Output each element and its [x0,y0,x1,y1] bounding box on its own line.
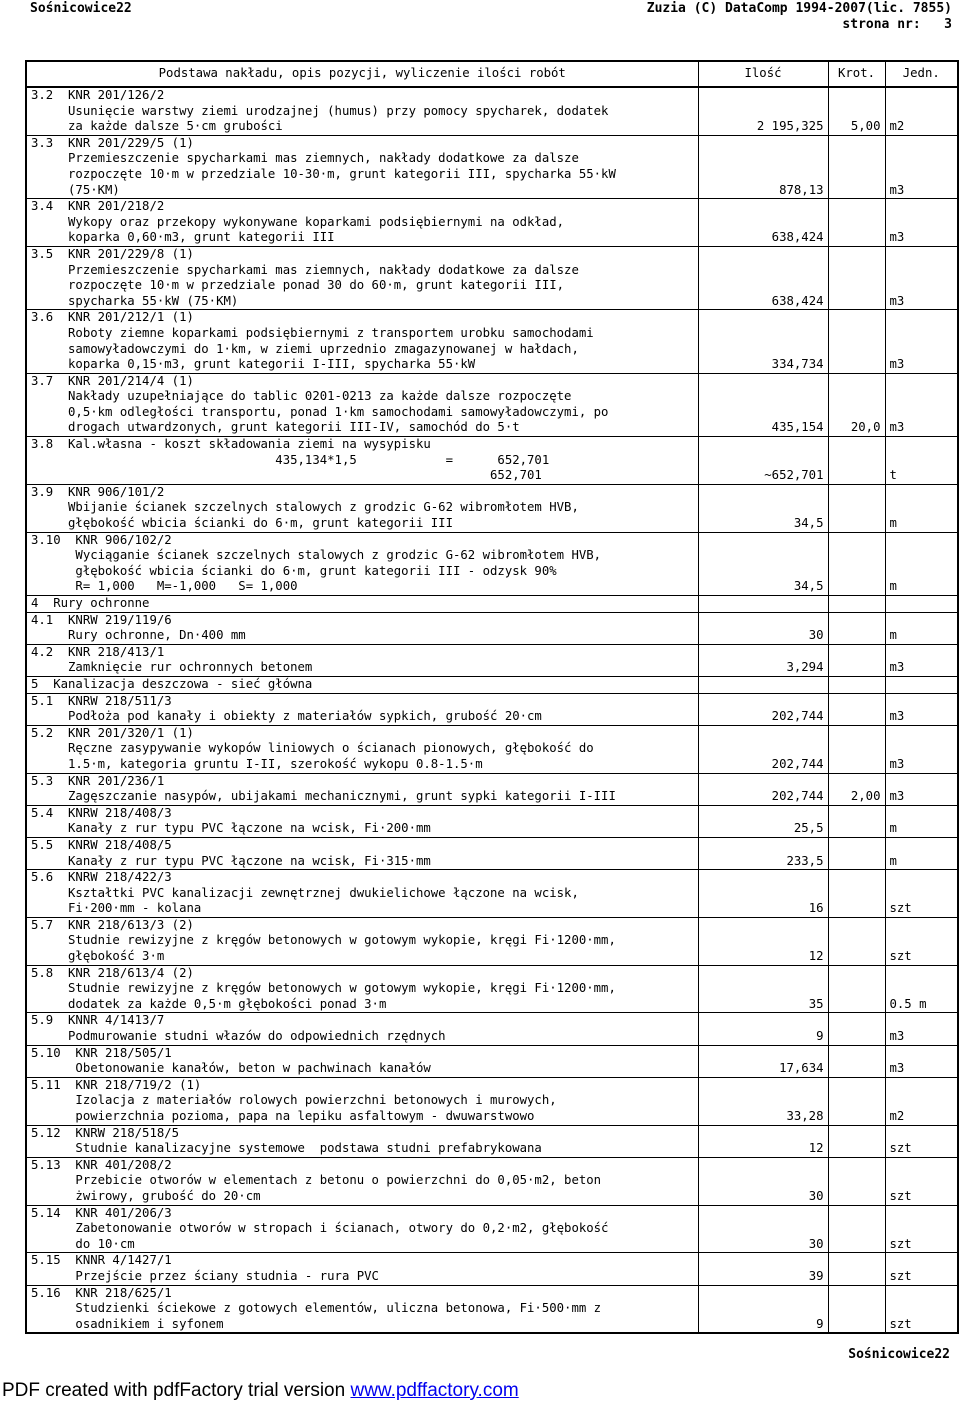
row-quantity [698,596,828,613]
footer-project-name: Sośnicowice22 [848,1347,950,1362]
row-description [26,373,698,436]
row-multiplier [828,199,885,247]
description-line: żwirowy, grubość do 20·cm [31,1188,261,1203]
column-header-quantity: Ilość [698,61,828,87]
table-header-row [26,61,958,87]
row-description [26,1253,698,1285]
row-description [26,135,698,198]
table-row [26,437,958,485]
row-quantity: ~652,701 [698,437,828,485]
row-multiplier [828,870,885,918]
position-code: 3.9 KNR 906/101/2 [31,484,165,499]
row-quantity: 30 [698,1205,828,1253]
row-multiplier [828,837,885,869]
row-unit: m2 [885,87,958,135]
row-description [26,1077,698,1125]
table-row [26,805,958,837]
row-multiplier [828,612,885,644]
row-multiplier [828,1077,885,1125]
description-line: Roboty ziemne koparkami podsiębiernymi z transportem urobku samochodami [31,325,594,340]
row-multiplier [828,917,885,965]
position-code: 4 Rury ochronne [31,596,150,610]
position-code: 3.8 Kal.własna - koszt składowania ziemi na wysypisku [31,437,431,452]
description-line: Kształtki PVC kanalizacji zewnętrznej dwukielichowe łączone na wcisk, [31,885,579,900]
row-description [26,246,698,309]
row-unit: m3 [885,1013,958,1045]
position-code: 4.1 KNRW 219/119/6 [31,612,172,627]
description-line: Nakłady uzupełniające do tablic 0201-0213 za każde dalsze rozpoczęte [31,389,572,404]
table-row [26,773,958,805]
row-quantity: 34,5 [698,484,828,532]
table-row [26,676,958,693]
column-header-unit: Jedn. [885,61,958,87]
row-description [26,612,698,644]
row-unit: m3 [885,246,958,309]
table-row [26,1285,958,1333]
position-code: 3.4 KNR 201/218/2 [31,199,165,214]
row-quantity: 202,744 [698,693,828,725]
position-code: 3.2 KNR 201/126/2 [31,88,165,102]
description-line: koparka 0,15·m3, grunt kategorii I-III, spycharka 55·kW [31,357,476,372]
row-unit: m3 [885,725,958,773]
row-quantity: 12 [698,1125,828,1157]
position-code: 5.9 KNNR 4/1413/7 [31,1013,165,1028]
row-unit: szt [885,1157,958,1205]
row-quantity: 202,744 [698,773,828,805]
description-line: Zamknięcie rur ochronnych betonem [31,660,313,675]
description-line: Przejście przez ściany studnia - rura PVC [31,1268,379,1283]
row-description [26,870,698,918]
position-code: 5.8 KNR 218/613/4 (2) [31,965,194,980]
row-unit: 0.5 m [885,965,958,1013]
row-quantity [698,676,828,693]
position-code: 5.7 KNR 218/613/3 (2) [31,917,194,932]
description-line: R= 1,000 M=-1,000 S= 1,000 [31,579,298,594]
row-description [26,837,698,869]
row-multiplier [828,484,885,532]
row-description [26,437,698,485]
table-row [26,199,958,247]
table-row [26,1125,958,1157]
row-description [26,1013,698,1045]
row-description [26,87,698,135]
description-line: Studzienki ściekowe z gotowych elementów, uliczna betonowa, Fi·500·mm z [31,1301,602,1316]
row-description [26,199,698,247]
position-code: 3.3 KNR 201/229/5 (1) [31,135,194,150]
row-multiplier: 5,00 [828,87,885,135]
row-description [26,532,698,595]
table-row [26,870,958,918]
row-multiplier [828,246,885,309]
table-row [26,644,958,676]
table-row [26,1077,958,1125]
row-quantity: 878,13 [698,135,828,198]
row-unit: m3 [885,310,958,373]
row-description [26,773,698,805]
row-quantity: 39 [698,1253,828,1285]
row-unit [885,596,958,613]
position-code: 3.5 KNR 201/229/8 (1) [31,246,194,261]
row-quantity: 9 [698,1285,828,1333]
position-code: 5.16 KNR 218/625/1 [31,1285,172,1300]
description-line: Studnie rewizyjne z kręgów betonowych w gotowym wykopie, kręgi Fi·1200·mm, [31,981,616,996]
row-description [26,965,698,1013]
row-multiplier [828,310,885,373]
row-description [26,1125,698,1157]
position-code: 3.7 KNR 201/214/4 (1) [31,373,194,388]
position-code: 3.6 KNR 201/212/1 (1) [31,310,194,325]
description-line: (75·KM) [31,182,120,197]
row-multiplier: 20,0 [828,373,885,436]
description-line: dodatek za każde 0,5·m głębokości ponad 3·m [31,996,387,1011]
row-description [26,725,698,773]
row-multiplier [828,135,885,198]
row-multiplier [828,596,885,613]
pdf-watermark-text: PDF created with pdfFactory trial version [2,1380,351,1401]
row-unit: szt [885,1253,958,1285]
row-unit: m3 [885,773,958,805]
row-multiplier [828,1285,885,1333]
column-header-description: Podstawa nakładu, opis pozycji, wyliczenie ilości robót [26,61,698,87]
row-unit: szt [885,1125,958,1157]
description-line: Podłoża pod kanały i obiekty z materiałów sypkich, grubość 20·cm [31,709,542,724]
table-body [26,87,958,1333]
table-row [26,1045,958,1077]
row-description [26,805,698,837]
row-quantity: 435,154 [698,373,828,436]
row-unit: m2 [885,1077,958,1125]
position-code: 5.14 KNR 401/206/3 [31,1205,172,1220]
description-line: Kanały z rur typu PVC łączone na wcisk, Fi·200·mm [31,821,431,836]
row-quantity: 2 195,325 [698,87,828,135]
description-line: głębokość wbicia ścianki do 6·m, grunt kategorii III [31,516,453,531]
row-unit: m [885,837,958,869]
table-row [26,87,958,135]
description-line: Wykopy oraz przekopy wykonywane koparkami podsiębiernymi na odkład, [31,214,565,229]
table-row [26,310,958,373]
description-line: Obetonowanie kanałów, beton w pachwinach kanałów [31,1061,431,1076]
row-description [26,676,698,693]
description-line: drogach utwardzonych, grunt kategorii III-IV, samochód do 5·t [31,420,520,435]
row-quantity: 233,5 [698,837,828,869]
row-quantity: 33,28 [698,1077,828,1125]
description-line: samowyładowczymi do 1·km, w ziemi uprzednio zmagazynowanej w hałdach, [31,341,579,356]
row-multiplier: 2,00 [828,773,885,805]
row-multiplier [828,1013,885,1045]
table-row [26,484,958,532]
table-row [26,965,958,1013]
row-unit [885,676,958,693]
row-multiplier [828,1205,885,1253]
description-line: głębokość wbicia ścianki do 6·m, grunt kategorii III - odzysk 90% [31,563,557,578]
row-unit: m3 [885,373,958,436]
description-line: Fi·200·mm - kolana [31,901,202,916]
description-line: Kanały z rur typu PVC łączone na wcisk, Fi·315·mm [31,853,431,868]
row-quantity: 638,424 [698,246,828,309]
row-multiplier [828,644,885,676]
row-quantity: 30 [698,612,828,644]
row-quantity: 202,744 [698,725,828,773]
position-code: 3.10 KNR 906/102/2 [31,532,172,547]
description-line: spycharka 55·kW (75·KM) [31,293,239,308]
row-unit: szt [885,870,958,918]
position-code: 5.4 KNRW 218/408/3 [31,805,172,820]
row-multiplier [828,1045,885,1077]
description-line: Wyciąganie ścianek szczelnych stalowych z grodzic G-62 wibromłotem HVB, [31,548,602,563]
table-row [26,246,958,309]
table-row [26,1253,958,1285]
row-multiplier [828,676,885,693]
description-line: Ręczne zasypywanie wykopów liniowych o ścianach pionowych, głębokość do [31,741,594,756]
row-multiplier [828,965,885,1013]
row-unit: m3 [885,135,958,198]
description-line: Studnie kanalizacyjne systemowe podstawa studni prefabrykowana [31,1141,542,1156]
row-multiplier [828,1253,885,1285]
table-row [26,532,958,595]
row-unit: m3 [885,199,958,247]
row-multiplier [828,437,885,485]
description-line: Przemieszczenie spycharkami mas ziemnych, nakłady dodatkowe za dalsze [31,262,579,277]
row-description [26,1045,698,1077]
pdffactory-link[interactable]: www.pdffactory.com [350,1380,519,1401]
position-code: 5.5 KNRW 218/408/5 [31,837,172,852]
row-quantity: 30 [698,1157,828,1205]
description-line: Izolacja z materiałów rolowych powierzchni betonowych i murowych, [31,1093,557,1108]
row-multiplier [828,725,885,773]
description-line: Podmurowanie studni włazów do odpowiednich rzędnych [31,1029,446,1044]
table-row [26,917,958,965]
table-row [26,837,958,869]
table-row [26,1157,958,1205]
row-unit: m [885,484,958,532]
software-license: Zuzia (C) DataComp 1994-2007(lic. 7855) [646,1,952,16]
row-description [26,310,698,373]
position-code: 5.3 KNR 201/236/1 [31,773,165,788]
row-quantity: 34,5 [698,532,828,595]
table-row [26,596,958,613]
row-multiplier [828,532,885,595]
description-line: do 10·cm [31,1236,135,1251]
description-line: Zagęszczanie nasypów, ubijakami mechanicznymi, grunt sypki kategorii I-III [31,789,616,804]
row-description [26,917,698,965]
position-code: 4.2 KNR 218/413/1 [31,644,165,659]
row-description [26,1157,698,1205]
row-description [26,693,698,725]
row-quantity: 3,294 [698,644,828,676]
page-number: strona nr: 3 [842,17,952,32]
row-description [26,596,698,613]
row-quantity: 16 [698,870,828,918]
description-line: 435,134*1,5 = 652,701 [31,452,550,467]
table-row [26,693,958,725]
description-line: Rury ochronne, Dn·400 mm [31,628,246,643]
row-unit: m [885,532,958,595]
table-row [26,725,958,773]
description-line: 652,701 [31,468,542,483]
row-multiplier [828,1125,885,1157]
description-line: rozpoczęte 10·m w przedziale 10-30·m, grunt kategorii III, spycharka 55·kW [31,166,616,181]
position-code: 5.12 KNRW 218/518/5 [31,1125,180,1140]
row-unit: szt [885,917,958,965]
description-line: Przemieszczenie spycharkami mas ziemnych, nakłady dodatkowe za dalsze [31,151,579,166]
description-line: za każde dalsze 5·cm grubości [31,119,283,134]
row-description [26,644,698,676]
description-line: Zabetonowanie otworów w stropach i ścianach, otwory do 0,2·m2, głębokość [31,1221,609,1236]
row-quantity: 9 [698,1013,828,1045]
row-quantity: 17,634 [698,1045,828,1077]
position-code: 5.10 KNR 218/505/1 [31,1045,172,1060]
row-quantity: 638,424 [698,199,828,247]
row-unit: m [885,612,958,644]
row-quantity: 35 [698,965,828,1013]
column-header-multiplier: Krot. [828,61,885,87]
description-line: osadnikiem i syfonem [31,1316,224,1331]
table-row [26,373,958,436]
position-code: 5.13 KNR 401/208/2 [31,1157,172,1172]
pdf-watermark [2,1380,519,1402]
row-multiplier [828,693,885,725]
description-line: 1.5·m, kategoria gruntu I-II, szerokość wykopu 0.8-1.5·m [31,756,483,771]
row-unit: m3 [885,693,958,725]
row-multiplier [828,1157,885,1205]
position-code: 5.1 KNRW 218/511/3 [31,693,172,708]
row-unit: m3 [885,644,958,676]
row-description [26,1205,698,1253]
row-quantity: 25,5 [698,805,828,837]
row-description [26,1285,698,1333]
cost-estimate-table [25,60,959,1334]
description-line: koparka 0,60·m3, grunt kategorii III [31,230,335,245]
table-row [26,1013,958,1045]
table-row [26,1205,958,1253]
row-unit: t [885,437,958,485]
position-code: 5.11 KNR 218/719/2 (1) [31,1077,202,1092]
table-row [26,612,958,644]
description-line: 0,5·km odległości transportu, ponad 1·km samochodami samowyładowczymi, po [31,404,609,419]
position-code: 5.6 KNRW 218/422/3 [31,870,172,885]
row-unit: m [885,805,958,837]
table-row [26,135,958,198]
row-unit: szt [885,1205,958,1253]
description-line: Usunięcie warstwy ziemi urodzajnej (humus) przy pomocy spycharek, dodatek [31,103,609,118]
row-quantity: 334,734 [698,310,828,373]
position-code: 5.15 KNNR 4/1427/1 [31,1253,172,1268]
description-line: Studnie rewizyjne z kręgów betonowych w gotowym wykopie, kręgi Fi·1200·mm, [31,933,616,948]
project-name: Sośnicowice22 [30,1,132,16]
position-code: 5.2 KNR 201/320/1 (1) [31,725,194,740]
description-line: Wbijanie ścianek szczelnych stalowych z grodzic G-62 wibromłotem HVB, [31,500,579,515]
row-description [26,484,698,532]
row-unit: m3 [885,1045,958,1077]
row-quantity: 12 [698,917,828,965]
description-line: rozpoczęte 10·m w przedziale ponad 30 do 60·m, grunt kategorii III, [31,278,565,293]
description-line: Przebicie otworów w elementach z betonu o powierzchni do 0,05·m2, beton [31,1173,602,1188]
description-line: powierzchnia pozioma, papa na lepiku asfaltowym - dwuwarstwowo [31,1109,535,1123]
row-unit: szt [885,1285,958,1333]
description-line: głębokość 3·m [31,949,165,964]
row-multiplier [828,805,885,837]
position-code: 5 Kanalizacja deszczowa - sieć główna [31,676,313,691]
